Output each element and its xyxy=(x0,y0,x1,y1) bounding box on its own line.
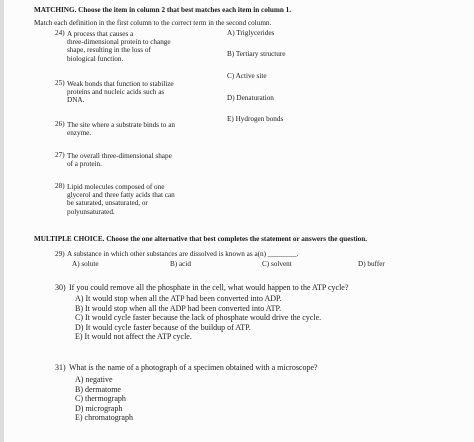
question-30-text: If you could remove all the phosphate in the cell, what would happen to the ATP cycle? xyxy=(69,283,349,292)
item-number: 24) xyxy=(55,29,65,37)
q31-option-b: B) dermatome xyxy=(75,384,121,394)
question-number: 29) xyxy=(55,250,65,258)
q30-option-c: C) It would cycle faster because the lack of phosphate would drive the cycle. xyxy=(75,313,322,323)
matching-instructions: Match each definition in the first column to the correct term in the second column. xyxy=(34,19,272,27)
q30-option-a: A) It would stop when all the ATP had been converted into ADP. xyxy=(75,294,282,303)
q29-option-a: A) solute xyxy=(72,260,99,268)
question-31-text: What is the name of a photograph of a specimen obtained with a microscope? xyxy=(69,363,318,372)
q31-option-e: E) chromatograph xyxy=(75,413,133,423)
q31-option-a: A) negative xyxy=(75,375,113,384)
q29-option-b: B) acid xyxy=(170,260,191,268)
item-number: 28) xyxy=(55,182,65,190)
q30-option-d: D) It would cycle faster because of the buildup of ATP. xyxy=(75,322,251,332)
term-d: D) Denaturation xyxy=(227,94,274,102)
term-b: B) Tertiary structure xyxy=(227,50,286,58)
matching-heading: MATCHING. Choose the item in column 2 that best matches each item in column 1. xyxy=(34,6,292,14)
q29-option-c: C) solvent xyxy=(262,260,292,268)
q30-option-e: E) It would not affect the ATP cycle. xyxy=(75,332,192,342)
matching-item-28: Lipid molecules composed of one glycerol and three fatty acids that can be saturated, unsaturated, or polyunsaturated. xyxy=(67,183,175,216)
q30-options xyxy=(75,294,435,342)
matching-item-26: The site where a substrate binds to an enzyme. xyxy=(67,121,175,138)
multiple-choice-heading: MULTIPLE CHOICE. Choose the one alternative that best completes the statement or answers the question. xyxy=(34,235,367,243)
item-number: 27) xyxy=(55,151,65,159)
term-e: E) Hydrogen bonds xyxy=(227,115,284,123)
matching-item-25: Weak bonds that function to stabilize proteins and nucleic acids such as DNA. xyxy=(67,80,174,105)
term-c: C) Active site xyxy=(227,72,267,80)
page-edge xyxy=(0,0,4,442)
matching-item-27: The overall three-dimensional shape of a protein. xyxy=(67,152,172,169)
q31-options xyxy=(75,375,275,423)
question-number: 30) xyxy=(55,283,66,292)
q30-option-b: B) It would stop when all the ADP had been converted into ATP. xyxy=(75,303,282,313)
q31-option-d: D) micrograph xyxy=(75,403,123,413)
item-number: 26) xyxy=(55,120,65,128)
term-a: A) Triglycerides xyxy=(227,29,275,37)
q31-option-c: C) thermograph xyxy=(75,394,126,404)
q29-option-d: D) buffer xyxy=(358,260,385,268)
question-number: 31) xyxy=(55,363,66,372)
matching-item-24: A process that causes a three-dimensional protein to change shape, resulting in the loss of biological function. xyxy=(67,30,171,63)
question-29-text: A substance in which other substances are dissolved is known as a(n) ________. xyxy=(67,250,299,258)
item-number: 25) xyxy=(55,79,65,87)
